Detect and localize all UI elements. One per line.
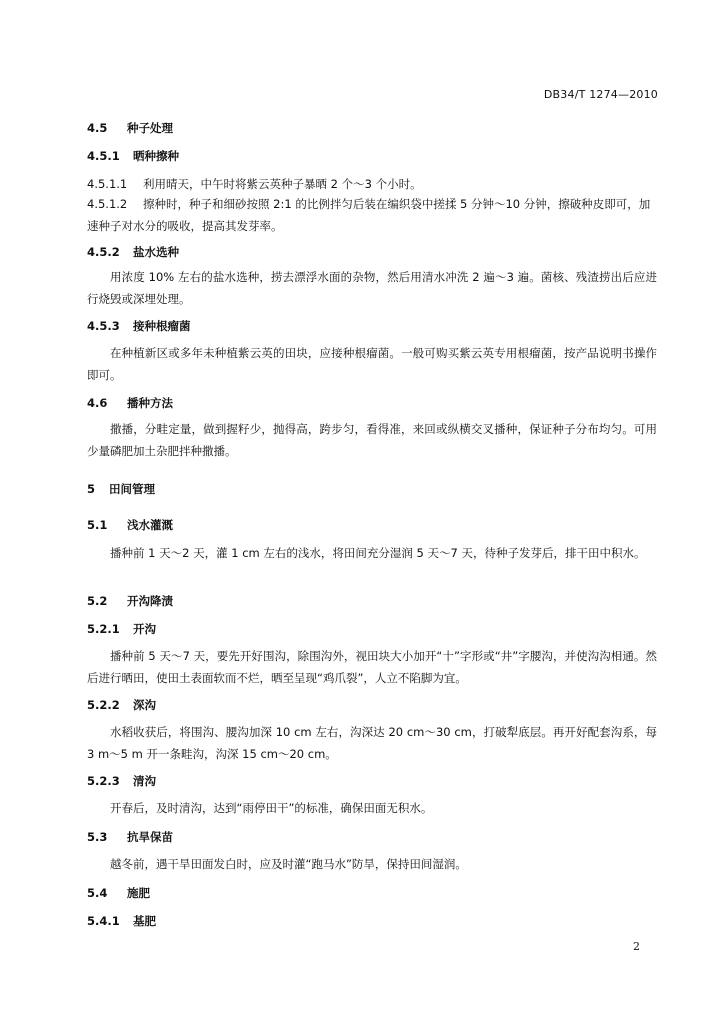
paragraph-salt-water: 用浓度 10% 左右的盐水选种，捞去漂浮水面的杂物，然后用清水冲洗 2 遍～3 遍。菌核、残渣捞出后应进行烧毁或深埋处理。 [87, 270, 657, 306]
paragraph-deep-ditch: 水稻收获后，将围沟、腰沟加深 10 cm 左右，沟深达 20 cm～30 cm，打破犁底层。再开好配套沟系，每 3 m～5 m 开一条畦沟，沟深 15 cm～20 cm。 [87, 725, 657, 761]
heading-5-2: 5.2 开沟降渍 [87, 594, 173, 608]
heading-5-3: 5.3 抗旱保苗 [87, 830, 173, 844]
item-4-5-1-1: 4.5.1.1 利用晴天，中午时将紫云英种子暴晒 2 个～3 个小时。 [87, 177, 422, 191]
heading-5-4: 5.4 施肥 [87, 886, 150, 900]
paragraph-ditching: 播种前 5 天～7 天，要先开好围沟，除围沟外，视田块大小加开“十”字形或“井”字腰沟，并使沟沟相通。然后进行晒田，使田土表面软而不烂，晒至呈现“鸡爪裂”，人立不陷脚为宜。 [87, 649, 657, 685]
heading-4-5-3: 4.5.3 接种根瘤菌 [87, 319, 191, 333]
heading-5: 5 田间管理 [87, 482, 155, 496]
heading-5-2-2: 5.2.2 深沟 [87, 698, 156, 712]
paragraph-rhizobium: 在种植新区或多年未种植紫云英的田块，应接种根瘤菌。一般可购买紫云英专用根瘤菌，按产品说明书操作即可。 [87, 346, 657, 382]
heading-5-4-1: 5.4.1 基肥 [87, 914, 156, 928]
page-number: 2 [633, 940, 640, 953]
heading-5-2-1: 5.2.1 开沟 [87, 622, 156, 636]
standard-code: DB34/T 1274—2010 [543, 88, 658, 101]
heading-4-5: 4.5 种子处理 [87, 121, 173, 135]
paragraph-sowing: 撒播，分畦定量，做到握籽少，抛得高，跨步匀，看得准，来回或纵横交叉播种，保证种子分布均匀。可用少量磷肥加土杂肥拌种撒播。 [87, 422, 657, 458]
heading-5-1: 5.1 浅水灌溉 [87, 518, 173, 532]
heading-4-5-2: 4.5.2 盐水选种 [87, 245, 179, 259]
item-4-5-1-2: 4.5.1.2 擦种时，种子和细砂按照 2:1 的比例拌匀后装在编织袋中搓揉 5 分钟～10 分钟，擦破种皮即可，加速种子对水分的吸收，提高其发芽率。 [87, 197, 651, 233]
heading-5-2-3: 5.2.3 清沟 [87, 774, 156, 788]
heading-4-6: 4.6 播种方法 [87, 396, 173, 410]
paragraph-drought: 越冬前，遇干旱田面发白时，应及时灌“跑马水”防旱，保持田间湿润。 [110, 857, 467, 871]
paragraph-irrigation: 播种前 1 天～2 天，灌 1 cm 左右的浅水，将田间充分湿润 5 天～7 天，待种子发芽后，排干田中积水。 [110, 546, 646, 560]
paragraph-clear-ditch: 开春后，及时清沟，达到“雨停田干”的标准，确保田面无积水。 [110, 801, 433, 815]
heading-4-5-1: 4.5.1 晒种擦种 [87, 149, 179, 163]
